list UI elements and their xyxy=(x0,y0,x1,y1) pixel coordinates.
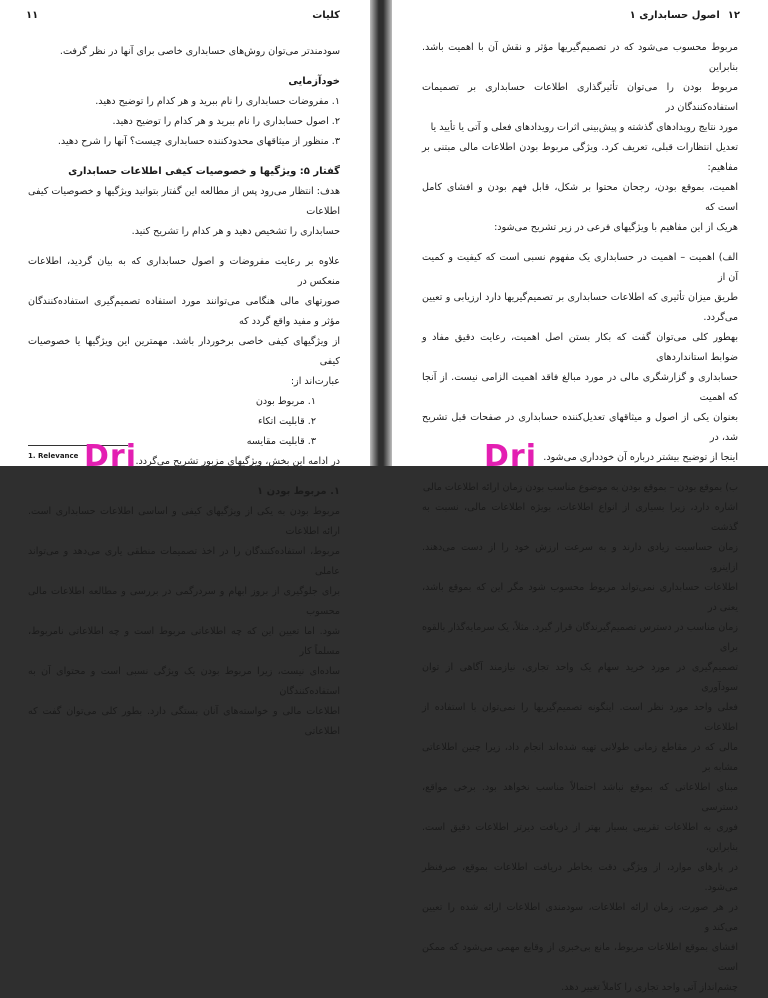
text-line: مربوط، استفاده‌کنندگان را در اخذ تصمیمات منطقی یاری می‌دهد و می‌تواند عاملی xyxy=(28,546,340,577)
text-line: اهمیت، بموقع بودن، رجحان محتوا بر شکل، قابل فهم بودن و افشای کامل است که xyxy=(422,182,738,213)
text-line: اطلاعات مالی و خواسته‌های آنان بستگی دارد. بطور کلی می‌توان گفت که اطلاعاتی xyxy=(28,706,340,737)
text-line: ساده‌ای نیست، زیرا مربوط بودن یک ویژگی نسبی است و محتوای آن به استفاده‌کنندگان xyxy=(28,666,340,697)
text-line: هدف: انتظار می‌رود پس از مطالعه این گفتار بتوانید ویژگیها و خصوصیات کیفی اطلاعات xyxy=(28,186,340,217)
text-line: اشاره دارد، زیرا بسیاری از انواع اطلاعات، بویژه اطلاعات مالی، نسبت به گذشت xyxy=(422,502,738,533)
text-line: اطلاعات حسابداری نمی‌تواند مربوط محسوب شود مگر این که بموقع باشد، یعنی در xyxy=(422,582,738,613)
left-book-page xyxy=(0,0,370,737)
text-line: برای جلوگیری از بروز ابهام و سردرگمی در بررسی و مطالعه اطلاعات مالی محسوب xyxy=(28,586,340,617)
text-line: مورد نتایج رویدادهای گذشته و پیش‌بینی اثرات رویدادهای فعلی و آتی یا تأیید یا xyxy=(430,122,738,133)
text-line: طریق میزان تأثیری که اطلاعات حسابداری بر تصمیم‌گیریها دارد ارزیابی و تعیین می‌گردد. xyxy=(422,292,738,323)
text-line: تصمیم‌گیری در مورد خرید سهام یک واحد تجاری، نیازمند آگاهی از توان سودآوری xyxy=(422,662,738,693)
text-line: مالی که در مقاطع زمانی طولانی تهیه شده‌اند انجام داد، زیرا چنین اطلاعاتی مشابه بر xyxy=(422,742,738,773)
text-line: در ادامه این بخش، ویژگیهای مزبور تشریح می‌گردد. xyxy=(135,456,340,467)
text-line: بهطور کلی می‌توان گفت که بکار بستن اصل اهمیت، رعایت دقیق مفاد و ضوابط استانداردهای xyxy=(422,332,738,363)
right-header-title: اصول حسابداری ۱ xyxy=(629,10,720,21)
text-line: زمان حساسیت زیادی دارند و به سرعت ارزش خود را از دست می‌دهند. ازاینرو، xyxy=(422,542,738,573)
left-page-body xyxy=(28,42,340,742)
list-item: ۱. مربوط بودن xyxy=(255,396,316,407)
text-line: شود. اما تعیین این که چه اطلاعاتی مربوط است و چه اطلاعاتی نامربوط، مسلماً کار xyxy=(28,626,340,657)
right-book-page xyxy=(392,0,768,993)
text-line: صورتهای مالی هنگامی می‌توانند مورد استفاده تصمیم‌گیری استفاده‌کنندگان مؤثر و مفید واقع گردد که xyxy=(28,296,340,327)
text-line: علاوه بر رعایت مفروضات و اصول حسابداری که به بیان گردید، اطلاعات منعکس در xyxy=(28,256,340,287)
text-line: ب) بموقع بودن – بموقع بودن به موضوع مناسب بودن زمان ارائه اطلاعات مالی xyxy=(422,482,738,493)
text-line: هریک از این مفاهیم با ویژگیهای فرعی در زیر تشریح می‌شود: xyxy=(494,222,738,233)
text-line: ۲. اصول حسابداری را نام ببرید و هر کدام را توضیح دهید. xyxy=(112,116,340,127)
right-page-header xyxy=(422,10,740,21)
section-heading: گفتار ۵: ویژگیها و خصوصیات کیفی اطلاعات حسابداری xyxy=(68,166,340,177)
text-line: مربوط بودن را می‌توان تأثیرگذاری اطلاعات حسابداری بر تصمیمات استفاده‌کنندگان در xyxy=(422,82,738,113)
left-header-title: کلیات xyxy=(312,10,340,21)
text-line: در هر صورت، زمان ارائه اطلاعات، سودمندی اطلاعات ارائه شده را تعیین می‌کند و xyxy=(422,902,738,933)
book-gutter xyxy=(370,0,392,466)
watermark-logo: Dri xyxy=(484,439,537,474)
list-item: ۲. قابلیت اتکاء xyxy=(257,416,316,427)
right-page-number: ۱۲ xyxy=(727,10,740,21)
text-line: مبنای اطلاعاتی که بموقع نباشد احتمالاً مناسب نخواهد بود. برخی مواقع، دسترسی xyxy=(422,782,738,813)
text-line: فوری به اطلاعات تقریبی بسیار بهتر از دریافت دیرتر اطلاعات دقیق است. بنابراین، xyxy=(422,822,738,853)
text-line: در پارهای موارد، از ویژگی دقت بخاطر دریافت اطلاعات بموقع، صرفنظر می‌شود. xyxy=(422,862,738,893)
text-line: فعلی واحد مورد نظر است. اینگونه تصمیم‌گیریها را نمی‌توان با استفاده از اطلاعات xyxy=(422,702,738,733)
left-page-header xyxy=(26,10,340,21)
text-line: از ویژگیهای کیفی خاصی برخوردار باشد. مهمترین این ویژگیها یا خصوصیات کیفی xyxy=(28,336,340,367)
text-line: الف) اهمیت – اهمیت در حسابداری یک مفهوم نسبی است که کیفیت و کمیت آن از xyxy=(422,252,738,283)
text-line: ۱. مفروضات حسابداری را نام ببرید و هر کدام را توضیح دهید. xyxy=(95,96,340,107)
text-line: زمان مناسب در دسترس تصمیم‌گیرندگان قرار گیرد. مثلاً، یک سرمایه‌گذار بالقوه برای xyxy=(422,622,738,653)
text-line: اینجا از توضیح بیشتر درباره آن خودداری می‌شود. xyxy=(543,452,738,463)
text-line: ۳. منظور از میثاقهای محدودکننده حسابداری چیست؟ آنها را شرح دهید. xyxy=(57,136,340,147)
text-line: بعنوان یکی از اصول و میثاقهای تعدیل‌کننده حسابداری در صفحات قبل تشریح شد، در xyxy=(422,412,738,443)
list-item: ۳. قابلیت مقایسه xyxy=(246,436,316,447)
text-line: سودمندتر می‌توان روش‌های حسابداری خاصی برای آنها در نظر گرفت. xyxy=(59,46,340,57)
text-line: حسابداری را تشخیص دهید و هر کدام را تشریح کنید. xyxy=(131,226,340,237)
text-line: تعدیل انتظارات قبلی، تعریف کرد. ویژگی مربوط بودن اطلاعات مالی مبتنی بر مفاهیم: xyxy=(422,142,738,173)
section-heading: ۱. مربوط بودن ۱ xyxy=(257,486,340,497)
watermark-logo: Dri xyxy=(84,439,137,474)
section-heading: خودآزمایی xyxy=(288,76,340,87)
text-line: عبارت‌اند از: xyxy=(290,376,340,387)
footnote: 1. Relevance xyxy=(28,452,79,460)
text-line: مربوط بودن به یکی از ویژگیهای کیفی و اساسی اطلاعات حسابداری است. ارائه اطلاعات xyxy=(28,506,340,537)
right-page-body xyxy=(422,38,738,998)
text-line: مربوط محسوب می‌شود که در تصمیم‌گیریها مؤثر و نقش آن با اهمیت باشد. بنابراین xyxy=(422,42,738,73)
text-line: حسابداری و گزارشگری مالی در مورد مبالغ فاقد اهمیت الزامی نیست. از آنجا که اهمیت xyxy=(422,372,738,403)
text-line: افشای بموقع اطلاعات مربوط، مانع بی‌خبری از وقایع مهمی می‌شود که ممکن است xyxy=(422,942,738,973)
text-line: چشم‌انداز آتی واحد تجاری را کاملاً تغییر دهد. xyxy=(561,982,738,993)
left-page-number: ۱۱ xyxy=(26,10,39,21)
